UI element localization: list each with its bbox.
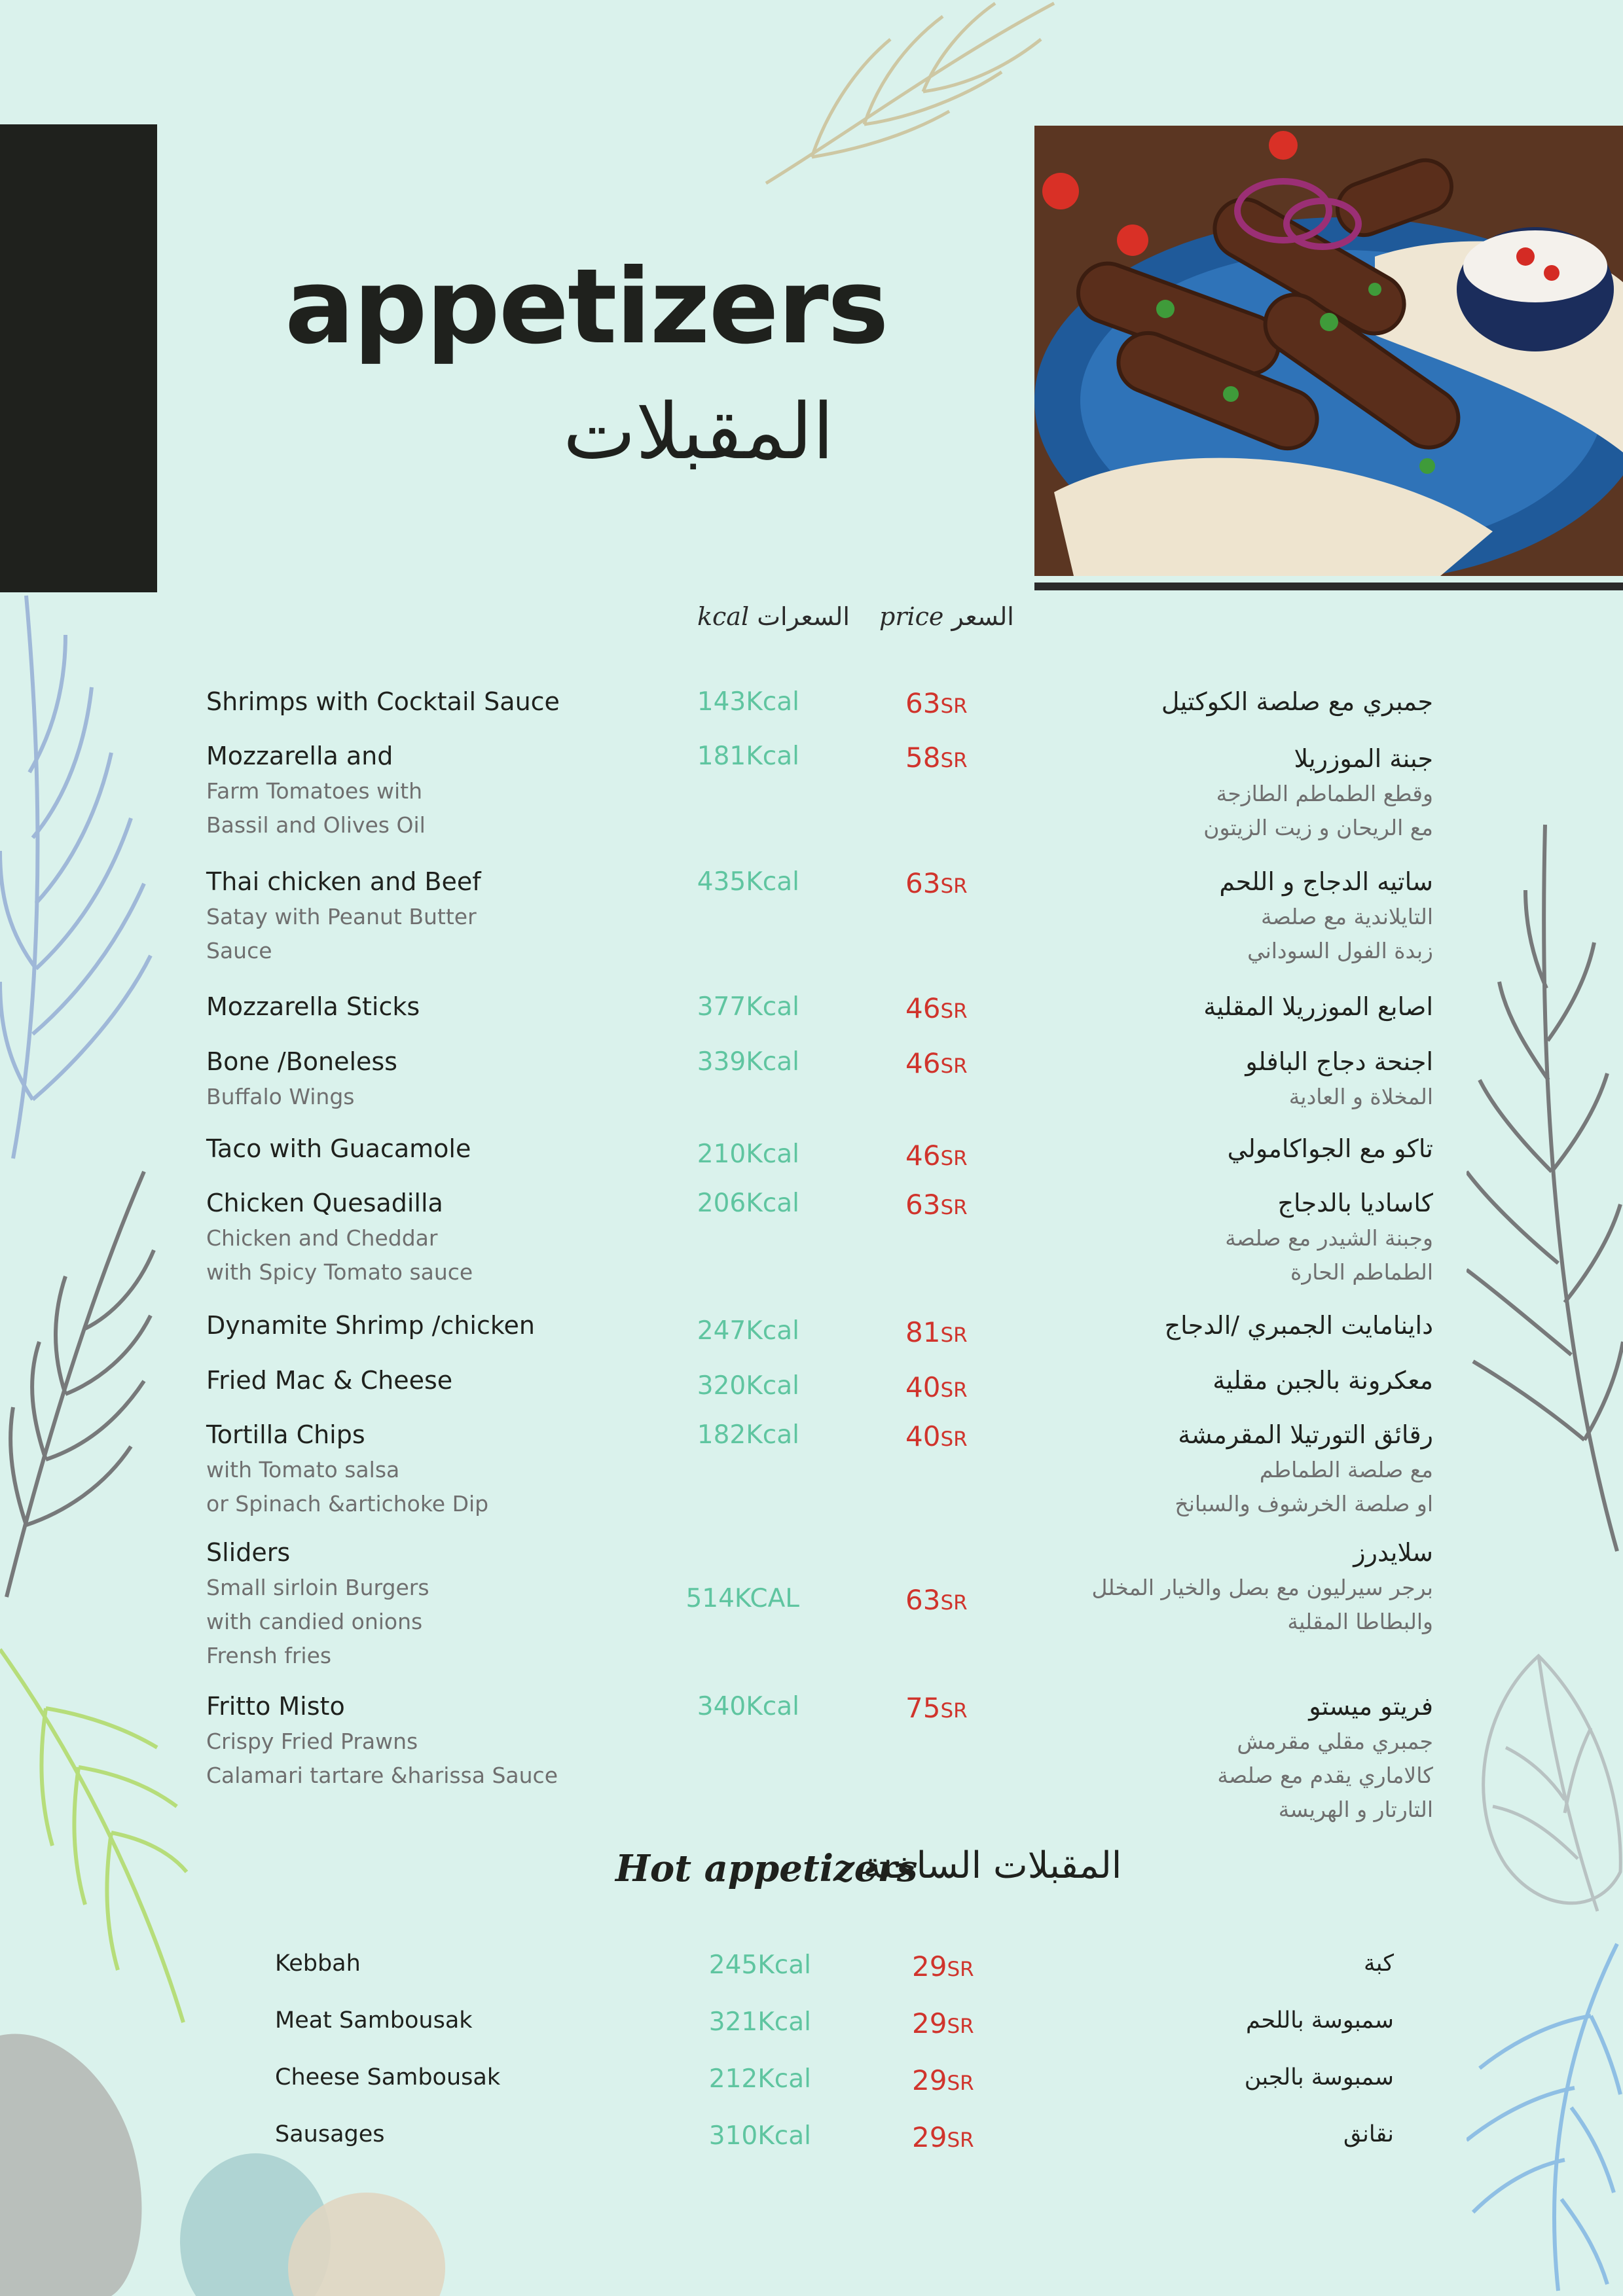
item-kcal: 206Kcal	[697, 1189, 799, 1218]
header-black-bar	[0, 124, 157, 592]
item-description-arabic: جمبري مقلي مقرمش	[1237, 1729, 1433, 1754]
item-description: with candied onions	[206, 1609, 423, 1634]
item-name-arabic: تاكو مع الجواكامولي	[1227, 1134, 1433, 1163]
item-description: or Spinach &artichoke Dip	[206, 1491, 489, 1516]
hot-appetizers-heading: Hot appetizers	[615, 1847, 918, 1890]
item-name: Bone /Boneless	[206, 1047, 397, 1076]
item-price	[905, 742, 968, 774]
currency-label: SR	[940, 1054, 968, 1078]
background-blobs	[0, 1996, 524, 2296]
item-kcal: 340Kcal	[697, 1692, 799, 1721]
currency-label: SR	[940, 694, 968, 718]
item-description: Crispy Fried Prawns	[206, 1729, 418, 1754]
item-name: Shrimps with Cocktail Sauce	[206, 687, 560, 716]
price-value: 63	[905, 1189, 941, 1221]
item-description-arabic: مع صلصة الطماطم	[1259, 1457, 1433, 1482]
item-name: Thai chicken and Beef	[206, 867, 481, 896]
item-price	[905, 1420, 968, 1452]
hot-item-name-arabic: سمبوسة بالجبن	[1244, 2064, 1394, 2090]
item-name-arabic: سلايدرز	[1353, 1538, 1433, 1567]
palm-leaf-icon	[753, 0, 1067, 190]
price-value: 29	[912, 2007, 947, 2039]
hot-item-name: Meat Sambousak	[275, 2007, 473, 2034]
item-name-arabic: فريتو ميستو	[1309, 1692, 1433, 1721]
food-photo-kofta	[1034, 126, 1623, 576]
item-kcal: 181Kcal	[697, 742, 799, 771]
hot-item-name: Cheese Sambousak	[275, 2064, 501, 2090]
item-price	[905, 1316, 968, 1348]
item-price	[905, 1047, 968, 1079]
hot-item-name-arabic: نقانق	[1343, 2121, 1394, 2147]
currency-label: SR	[947, 2072, 974, 2095]
currency-label: SR	[940, 1323, 968, 1347]
price-value: 46	[905, 992, 941, 1024]
item-description-arabic: وقطع الطماطم الطازجة	[1216, 781, 1433, 806]
currency-label: SR	[940, 1591, 968, 1615]
currency-label: SR	[940, 1147, 968, 1170]
item-name-arabic: ساتيه الدجاج و اللحم	[1219, 867, 1433, 896]
item-price	[905, 1139, 968, 1172]
item-name-arabic: جبنة الموزريلا	[1294, 744, 1433, 773]
item-description-arabic: زبدة الفول السوداني	[1247, 938, 1433, 963]
item-name-arabic: داينامايت الجمبري /الدجاج	[1164, 1311, 1433, 1340]
item-price	[905, 867, 968, 899]
palm-leaf-icon	[1467, 1937, 1623, 2296]
hot-item-price	[912, 1950, 974, 1982]
item-name: Fried Mac & Cheese	[206, 1366, 453, 1395]
item-name: Mozzarella and	[206, 742, 393, 770]
currency-label: SR	[947, 1958, 974, 1981]
photo-underline	[1034, 583, 1623, 590]
item-description: with Spicy Tomato sauce	[206, 1259, 473, 1285]
item-name: Taco with Guacamole	[206, 1134, 471, 1163]
item-description-arabic: المخلاة و العادية	[1288, 1084, 1433, 1109]
item-description: Buffalo Wings	[206, 1084, 355, 1109]
item-name-arabic: رقائق التورتيلا المقرمشة	[1178, 1420, 1433, 1449]
price-header-ar: السعر	[951, 602, 1014, 631]
price-value: 63	[905, 687, 941, 719]
price-value: 40	[905, 1420, 941, 1452]
hot-item-name-arabic: سمبوسة باللحم	[1246, 2007, 1394, 2034]
item-name: Dynamite Shrimp /chicken	[206, 1311, 535, 1340]
price-value: 46	[905, 1139, 941, 1172]
currency-label: SR	[940, 1427, 968, 1451]
item-description: Bassil and Olives Oil	[206, 812, 426, 838]
item-name: Mozzarella Sticks	[206, 992, 420, 1021]
item-price	[905, 1371, 968, 1403]
item-price	[905, 687, 968, 719]
price-value: 40	[905, 1371, 941, 1403]
hot-item-name-arabic: كبة	[1364, 1950, 1394, 1977]
price-value: 46	[905, 1047, 941, 1079]
page-title-arabic: المقبلات	[563, 386, 834, 476]
item-name-arabic: اصابع الموزريلا المقلية	[1203, 992, 1433, 1021]
item-name-arabic: كاساديا بالدجاج	[1277, 1189, 1433, 1217]
item-kcal: 182Kcal	[697, 1420, 799, 1450]
item-description: Sauce	[206, 938, 272, 963]
item-description-arabic: التارتار و الهريسة	[1278, 1797, 1433, 1822]
hot-item-price	[912, 2007, 974, 2039]
currency-label: SR	[940, 874, 968, 898]
currency-label: SR	[940, 1378, 968, 1402]
item-kcal: 143Kcal	[697, 687, 799, 717]
price-value: 29	[912, 2121, 947, 2153]
hot-item-kcal: 245Kcal	[708, 1950, 811, 1980]
currency-label: SR	[940, 1196, 968, 1219]
item-name-arabic: معكرونة بالجبن مقلية	[1213, 1366, 1433, 1395]
hot-item-price	[912, 2064, 974, 2096]
price-value: 63	[905, 867, 941, 899]
currency-label: SR	[940, 1699, 968, 1723]
item-kcal: 320Kcal	[697, 1371, 799, 1401]
item-kcal: 435Kcal	[697, 867, 799, 897]
price-value: 29	[912, 2064, 947, 2096]
kcal-header-ar: السعرات	[757, 602, 850, 631]
currency-label: SR	[940, 749, 968, 772]
item-kcal: 339Kcal	[697, 1047, 799, 1077]
currency-label: SR	[940, 999, 968, 1023]
kcal-header-en: kcal	[697, 602, 750, 631]
item-description: with Tomato salsa	[206, 1457, 400, 1482]
item-price	[905, 1584, 968, 1616]
item-description-arabic: مع الريحان و زيت الزيتون	[1203, 815, 1433, 840]
price-value: 58	[905, 742, 941, 774]
hot-item-kcal: 321Kcal	[708, 2007, 811, 2037]
item-description-arabic: او صلصة الخرشوف والسبانخ	[1175, 1491, 1433, 1516]
palm-leaf-icon	[0, 589, 164, 1165]
item-kcal: 514KCAL	[685, 1584, 799, 1613]
item-kcal: 247Kcal	[697, 1316, 799, 1346]
item-description: Calamari tartare &harissa Sauce	[206, 1763, 558, 1788]
page-title: appetizers	[285, 247, 888, 367]
item-description: Small sirloin Burgers	[206, 1575, 429, 1600]
item-description-arabic: والبطاطا المقلية	[1287, 1609, 1433, 1634]
hot-item-kcal: 212Kcal	[708, 2064, 811, 2094]
fern-leaf-icon	[1467, 818, 1623, 1558]
item-name: Fritto Misto	[206, 1692, 345, 1721]
price-header-en: price	[879, 602, 944, 631]
item-description-arabic: وجبنة الشيدر مع صلصة	[1225, 1225, 1433, 1251]
price-value: 63	[905, 1584, 941, 1616]
currency-label: SR	[947, 2015, 974, 2038]
price-column-header	[879, 602, 1014, 631]
item-description-arabic: الطماطم الحارة	[1290, 1259, 1433, 1285]
item-price	[905, 1189, 968, 1221]
palm-leaf-icon	[0, 1636, 190, 2029]
hot-item-kcal: 310Kcal	[708, 2121, 811, 2151]
item-description: Farm Tomatoes with	[206, 778, 423, 804]
item-description-arabic: التايلاندية مع صلصة	[1261, 904, 1433, 929]
price-value: 75	[905, 1692, 941, 1724]
item-name-arabic: جمبري مع صلصة الكوكتيل	[1161, 687, 1433, 716]
item-name: Chicken Quesadilla	[206, 1189, 443, 1217]
item-kcal: 210Kcal	[697, 1139, 799, 1169]
item-description-arabic: برجر سيرليون مع بصل والخيار المخلل	[1091, 1575, 1433, 1600]
item-description: Frensh fries	[206, 1643, 332, 1668]
hot-item-price	[912, 2121, 974, 2153]
hot-appetizers-heading-arabic: المقبلات الساخنة	[863, 1844, 1122, 1887]
item-name: Sliders	[206, 1538, 291, 1567]
price-value: 81	[905, 1316, 941, 1348]
item-description: Chicken and Cheddar	[206, 1225, 438, 1251]
hot-item-name: Kebbah	[275, 1950, 361, 1977]
kcal-column-header	[697, 602, 850, 631]
price-value: 29	[912, 1950, 947, 1982]
currency-label: SR	[947, 2128, 974, 2152]
item-kcal: 377Kcal	[697, 992, 799, 1022]
item-description: Satay with Peanut Butter	[206, 904, 477, 929]
item-price	[905, 992, 968, 1024]
item-name-arabic: اجنحة دجاج البافلو	[1245, 1047, 1433, 1076]
item-name: Tortilla Chips	[206, 1420, 365, 1449]
palm-leaf-icon	[1467, 1649, 1623, 1924]
item-description-arabic: كالاماري يقدم مع صلصة	[1217, 1763, 1433, 1788]
hot-item-name: Sausages	[275, 2121, 385, 2147]
item-price	[905, 1692, 968, 1724]
fern-leaf-icon	[0, 1158, 157, 1604]
